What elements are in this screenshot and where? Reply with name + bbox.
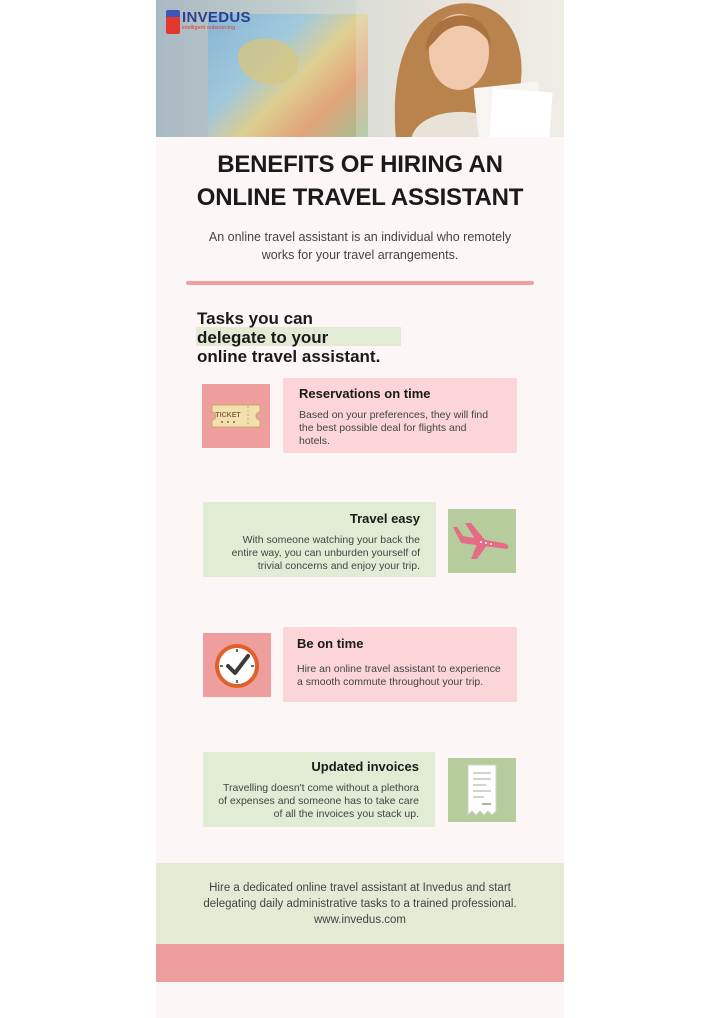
clock-check-icon	[214, 642, 260, 688]
task-line: With someone watching your back the	[242, 534, 420, 546]
logo-name: INVEDUS	[182, 9, 251, 26]
task-line: Based on your preferences, they will find	[299, 409, 489, 421]
logo-tagline: intelligent outsourcing	[182, 25, 236, 31]
task-icon-tile-travel-easy	[448, 509, 516, 573]
intro-line-1: An online travel assistant is an individual who remotely	[208, 230, 512, 244]
task-line: of all the invoices you stack up.	[273, 808, 419, 820]
task-icon-tile-invoices	[448, 758, 516, 822]
airplane-icon	[451, 521, 513, 561]
title-line-1: BENEFITS OF HIRING AN	[217, 151, 503, 178]
intro-text	[186, 228, 534, 264]
page-title	[156, 148, 564, 214]
task-card-travel-easy	[203, 502, 436, 577]
call-to-action	[156, 863, 564, 944]
cta-line-1: Hire a dedicated online travel assistant at Invedus and start	[209, 882, 511, 894]
cta-line-2: delegating daily administrative tasks to a trained professional.	[203, 898, 517, 910]
tasks-heading-line-2: delegate to your	[197, 328, 329, 347]
website-link[interactable]: www.invedus.com	[313, 914, 407, 926]
task-line: the best possible deal for flights and	[299, 422, 467, 434]
task-title: Reservations on time	[299, 386, 431, 401]
logo-mark-icon	[166, 10, 180, 34]
hero-image	[156, 0, 564, 137]
task-title: Travel easy	[349, 511, 420, 526]
invedus-logo[interactable]	[166, 10, 251, 34]
task-line: entire way, you can unburden yourself of	[231, 547, 420, 559]
invoice-icon	[462, 763, 502, 817]
task-line: trivial concerns and enjoy your trip.	[257, 560, 420, 572]
task-line: a smooth commute throughout your trip.	[297, 676, 484, 688]
task-title: Updated invoices	[311, 759, 419, 774]
tasks-heading	[197, 309, 380, 366]
task-title: Be on time	[297, 636, 364, 651]
task-line: Hire an online travel assistant to experience	[297, 663, 501, 675]
intro-line-2: works for your travel arrangements.	[261, 248, 459, 262]
task-line: hotels.	[299, 435, 330, 447]
task-line: Travelling doesn't come without a plethora	[223, 782, 419, 794]
task-card-on-time	[283, 627, 517, 702]
woman-reading-photo	[356, 0, 564, 137]
task-icon-tile-reservations	[202, 384, 270, 448]
tasks-heading-line-3: online travel assistant.	[197, 347, 381, 366]
ticket-icon	[208, 401, 264, 431]
section-divider	[186, 281, 534, 285]
task-card-invoices	[203, 752, 435, 827]
task-line: of expenses and someone has to take care	[218, 795, 419, 807]
title-line-2: ONLINE TRAVEL ASSISTANT	[196, 184, 524, 211]
infographic-page	[156, 0, 564, 1018]
task-card-reservations	[283, 378, 517, 453]
tasks-heading-line-1: Tasks you can	[197, 309, 313, 328]
footer-band	[156, 944, 564, 982]
ticket-label: TICKET	[215, 412, 241, 419]
task-icon-tile-on-time	[203, 633, 271, 697]
